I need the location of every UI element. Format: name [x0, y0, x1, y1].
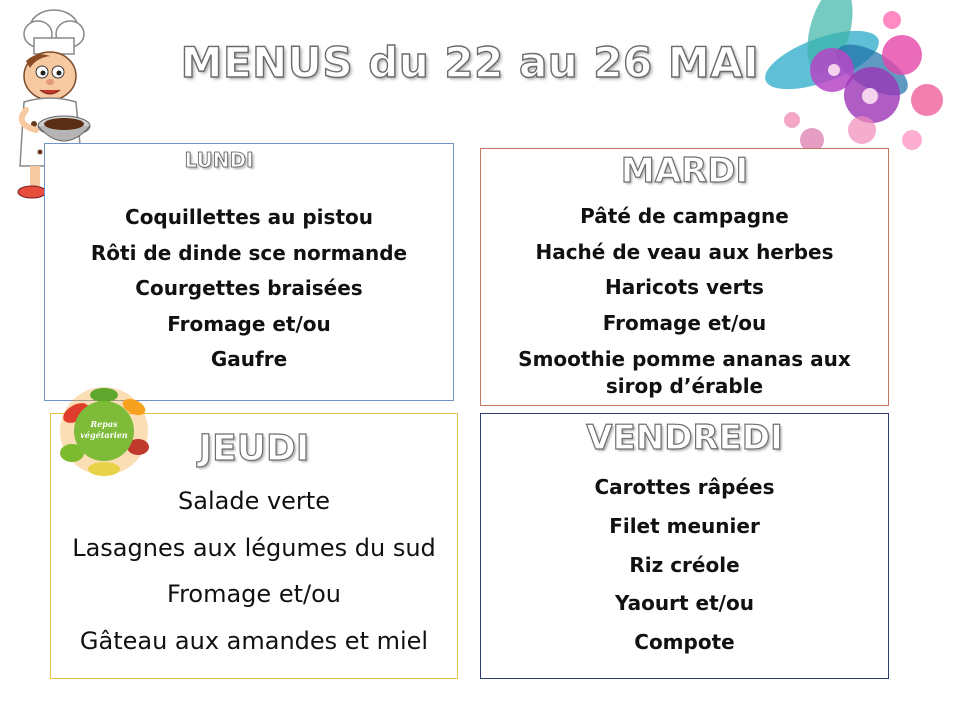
menu-item: Rôti de dinde sce normande [90, 240, 408, 265]
menu-item: Filet meunier [609, 513, 760, 538]
menu-list [481, 468, 888, 662]
menu-item: Haricots verts [605, 275, 764, 299]
menu-item: Yaourt et/ou [615, 591, 754, 616]
menu-item: Salade verte [178, 487, 330, 515]
menu-item: Gâteau aux amandes et miel [79, 626, 429, 655]
day-title: VENDREDI [586, 418, 783, 458]
menu-item: Fromage et/ou [167, 311, 331, 336]
menu-list [45, 200, 453, 378]
day-card-lundi [44, 143, 454, 401]
menu-item: Smoothie pomme ananas aux sirop d’érable [518, 347, 851, 398]
menu-item: Fromage et/ou [602, 310, 767, 335]
badge-text: Repas [90, 419, 118, 429]
day-title: JEUDI [198, 428, 310, 469]
menu-list [51, 478, 457, 664]
menu-list [481, 199, 888, 400]
page-title: MENUS du 22 au 26 MAI [180, 38, 760, 87]
badge-text: végétarien [80, 430, 128, 440]
menu-item: Haché de veau aux herbes [535, 239, 834, 264]
day-card-vendredi [480, 413, 889, 679]
flower-icon [752, 0, 952, 170]
day-title: MARDI [620, 151, 749, 191]
menu-item: Pâté de campagne [580, 204, 789, 228]
day-title: LUNDI [184, 148, 254, 172]
menu-item: Lasagnes aux légumes du sud [72, 533, 436, 562]
menu-item: Compote [634, 630, 735, 655]
day-card-mardi [480, 148, 889, 406]
menu-item: Gaufre [210, 347, 288, 371]
menu-item: Courgettes braisées [135, 276, 363, 300]
vegetarian-badge-icon [56, 383, 152, 479]
menu-item: Carottes râpées [594, 475, 775, 499]
menu-item: Fromage et/ou [167, 580, 341, 608]
menu-item: Riz créole [629, 552, 740, 577]
menu-item: Coquillettes au pistou [125, 205, 373, 229]
